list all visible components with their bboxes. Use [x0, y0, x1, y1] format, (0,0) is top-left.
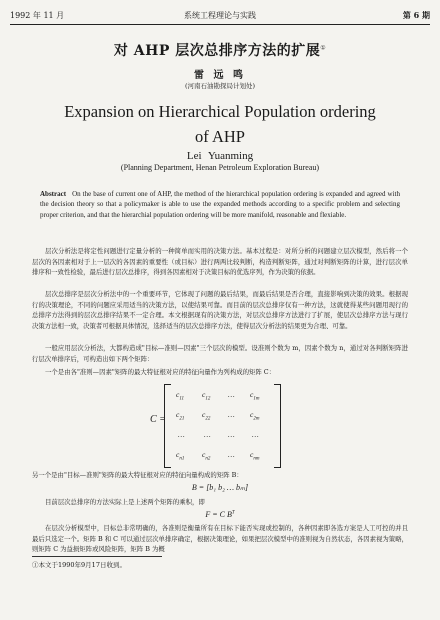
matrix-cell: $c_{n2}$	[202, 450, 211, 462]
abstract-text: On the base of current one of AHP, the method of the hierarchical population ordering is expanded and agreed with the decision theory so that a policymaker is able to use the expanded methods according to a specific problem and selecting proper criterion, and that the hierarchial population ordering will be more manifold, reasonable and flexiable.	[40, 190, 400, 219]
issue-date: 1992 年 11 月	[10, 11, 65, 20]
matrix-cell: …	[178, 430, 185, 439]
footnote-rule	[32, 556, 162, 557]
chinese-title	[0, 40, 440, 60]
equation-b: B = [b₁ b₂ … bₘ]	[191, 483, 249, 492]
equation-f-text: F = C B	[205, 510, 232, 519]
body-paragraph-5: 另一个是由"目标—准则"矩阵的最大特征根对应的特征向量构成的矩阵 B：	[32, 471, 243, 479]
english-title-line-1: Expansion on Hierarchical Population ordering	[64, 102, 376, 121]
issue-number: 第 6 期	[402, 10, 430, 20]
matrix-right-bracket	[274, 384, 281, 468]
equation-f	[0, 510, 440, 519]
english-title	[0, 99, 440, 149]
english-title-line-2: of AHP	[195, 127, 245, 146]
body-paragraph-2: 层次总排序是层次分析法中的一个重要环节，它体现了问题的最后结果，而最后结果是否合理，直接影响到决策的效果。根据现行的决策理论，不同的问题应采用适当的决策方法，以使结果可靠。而目前的层次总排序仅有一种方法，这就使得某些问题用现行的总排序方法得到的层次总排序结果不一定合理。本文根据现有的决策方法，对层次总排序方法进行了扩展，使层次总排序方法与现行决策方法相一致，决策者可根据具体情况，选择适当的层次总排序方法，使得层次分析法的结果更为合理、可靠。	[32, 290, 408, 330]
body-paragraph-1: 层次分析法是将定性问题进行定量分析的一种简单而实用的决策方法。基本过程是：对所分析的问题建立层次模型，然后将一个层次的各因素相对于上一层次的各因素的重要性（或目标）进行两两比较判断，构造判断矩阵，通过对判断矩阵的计算，进行层次单排序和一致性检验，最后进行层次总排序，得到各因素相对于决策目标的优选序列，作为决策的依据。	[32, 247, 408, 277]
matrix-cell: …	[252, 430, 259, 439]
matrix-cell: …	[204, 430, 211, 439]
matrix-left-bracket	[164, 384, 171, 468]
matrix-cell: $c_{21}$	[176, 410, 185, 422]
footnote: ①本文于1990年9月17日收到。	[32, 561, 126, 569]
matrix-c-lhs: C =	[150, 414, 166, 425]
matrix-cell: …	[228, 410, 235, 419]
body-paragraph-7: 在层次分析模型中，目标总非常明确的，各准则是衡量所有在目标下能否实现或控制的，各种因素即各选方案是人工可控的并且最后只选定一个。矩阵 B 和 C 可以通过层次单排序确定，根据决策理论，如果把层次模型中的准则视为自然状态，各因素视为策略，则矩阵 C 为益损矩阵或风险矩阵，矩阵 B 为概	[32, 524, 408, 554]
matrix-c	[150, 384, 290, 466]
equation-f-transpose: T	[231, 510, 235, 516]
matrix-cell: $c_{11}$	[176, 390, 184, 402]
matrix-cell: …	[228, 390, 235, 399]
matrix-cell: …	[228, 450, 235, 459]
abstract-label: Abstract	[40, 190, 67, 198]
matrix-cell: $c_{12}$	[202, 390, 211, 402]
matrix-cell: …	[228, 430, 235, 439]
english-author: Lei Yuanming	[186, 150, 254, 162]
body-paragraph-3: 一般应用层次分析法，大都构造成"目标—准则—因素"三个层次的模型。设准则个数为 m，因素个数为 n，通过对各判断矩阵进行层次单排序后，可构造出如下两个矩阵：	[32, 344, 408, 363]
title-footnote-mark: ①	[320, 44, 327, 52]
journal-name: 系统工程理论与实践	[184, 11, 256, 20]
matrix-cell: $c_{22}$	[202, 410, 211, 422]
english-affiliation: (Planning Department, Henan Petroleum Exploration Bureau)	[120, 163, 320, 172]
running-header	[10, 10, 430, 25]
chinese-affiliation: (河南石油勘探局计划处)	[184, 82, 256, 90]
matrix-cell: $c_{nm}$	[250, 450, 260, 462]
matrix-cell: $c_{1m}$	[250, 390, 260, 402]
body-paragraph-4: 一个是由各"准则—因素"矩阵的最大特征根对应的特征向量作为列构成的矩阵 C：	[45, 368, 276, 376]
abstract	[40, 189, 400, 220]
matrix-cell: $c_{2m}$	[250, 410, 260, 422]
body-paragraph-6: 目前层次总排序的方法实际上是上述两个矩阵的乘积，即	[45, 498, 205, 506]
chinese-author: 雷 远 鸣	[194, 70, 246, 81]
chinese-title-text: 对 AHP 层次总排序方法的扩展	[113, 43, 321, 59]
matrix-cell: $c_{n1}$	[176, 450, 185, 462]
